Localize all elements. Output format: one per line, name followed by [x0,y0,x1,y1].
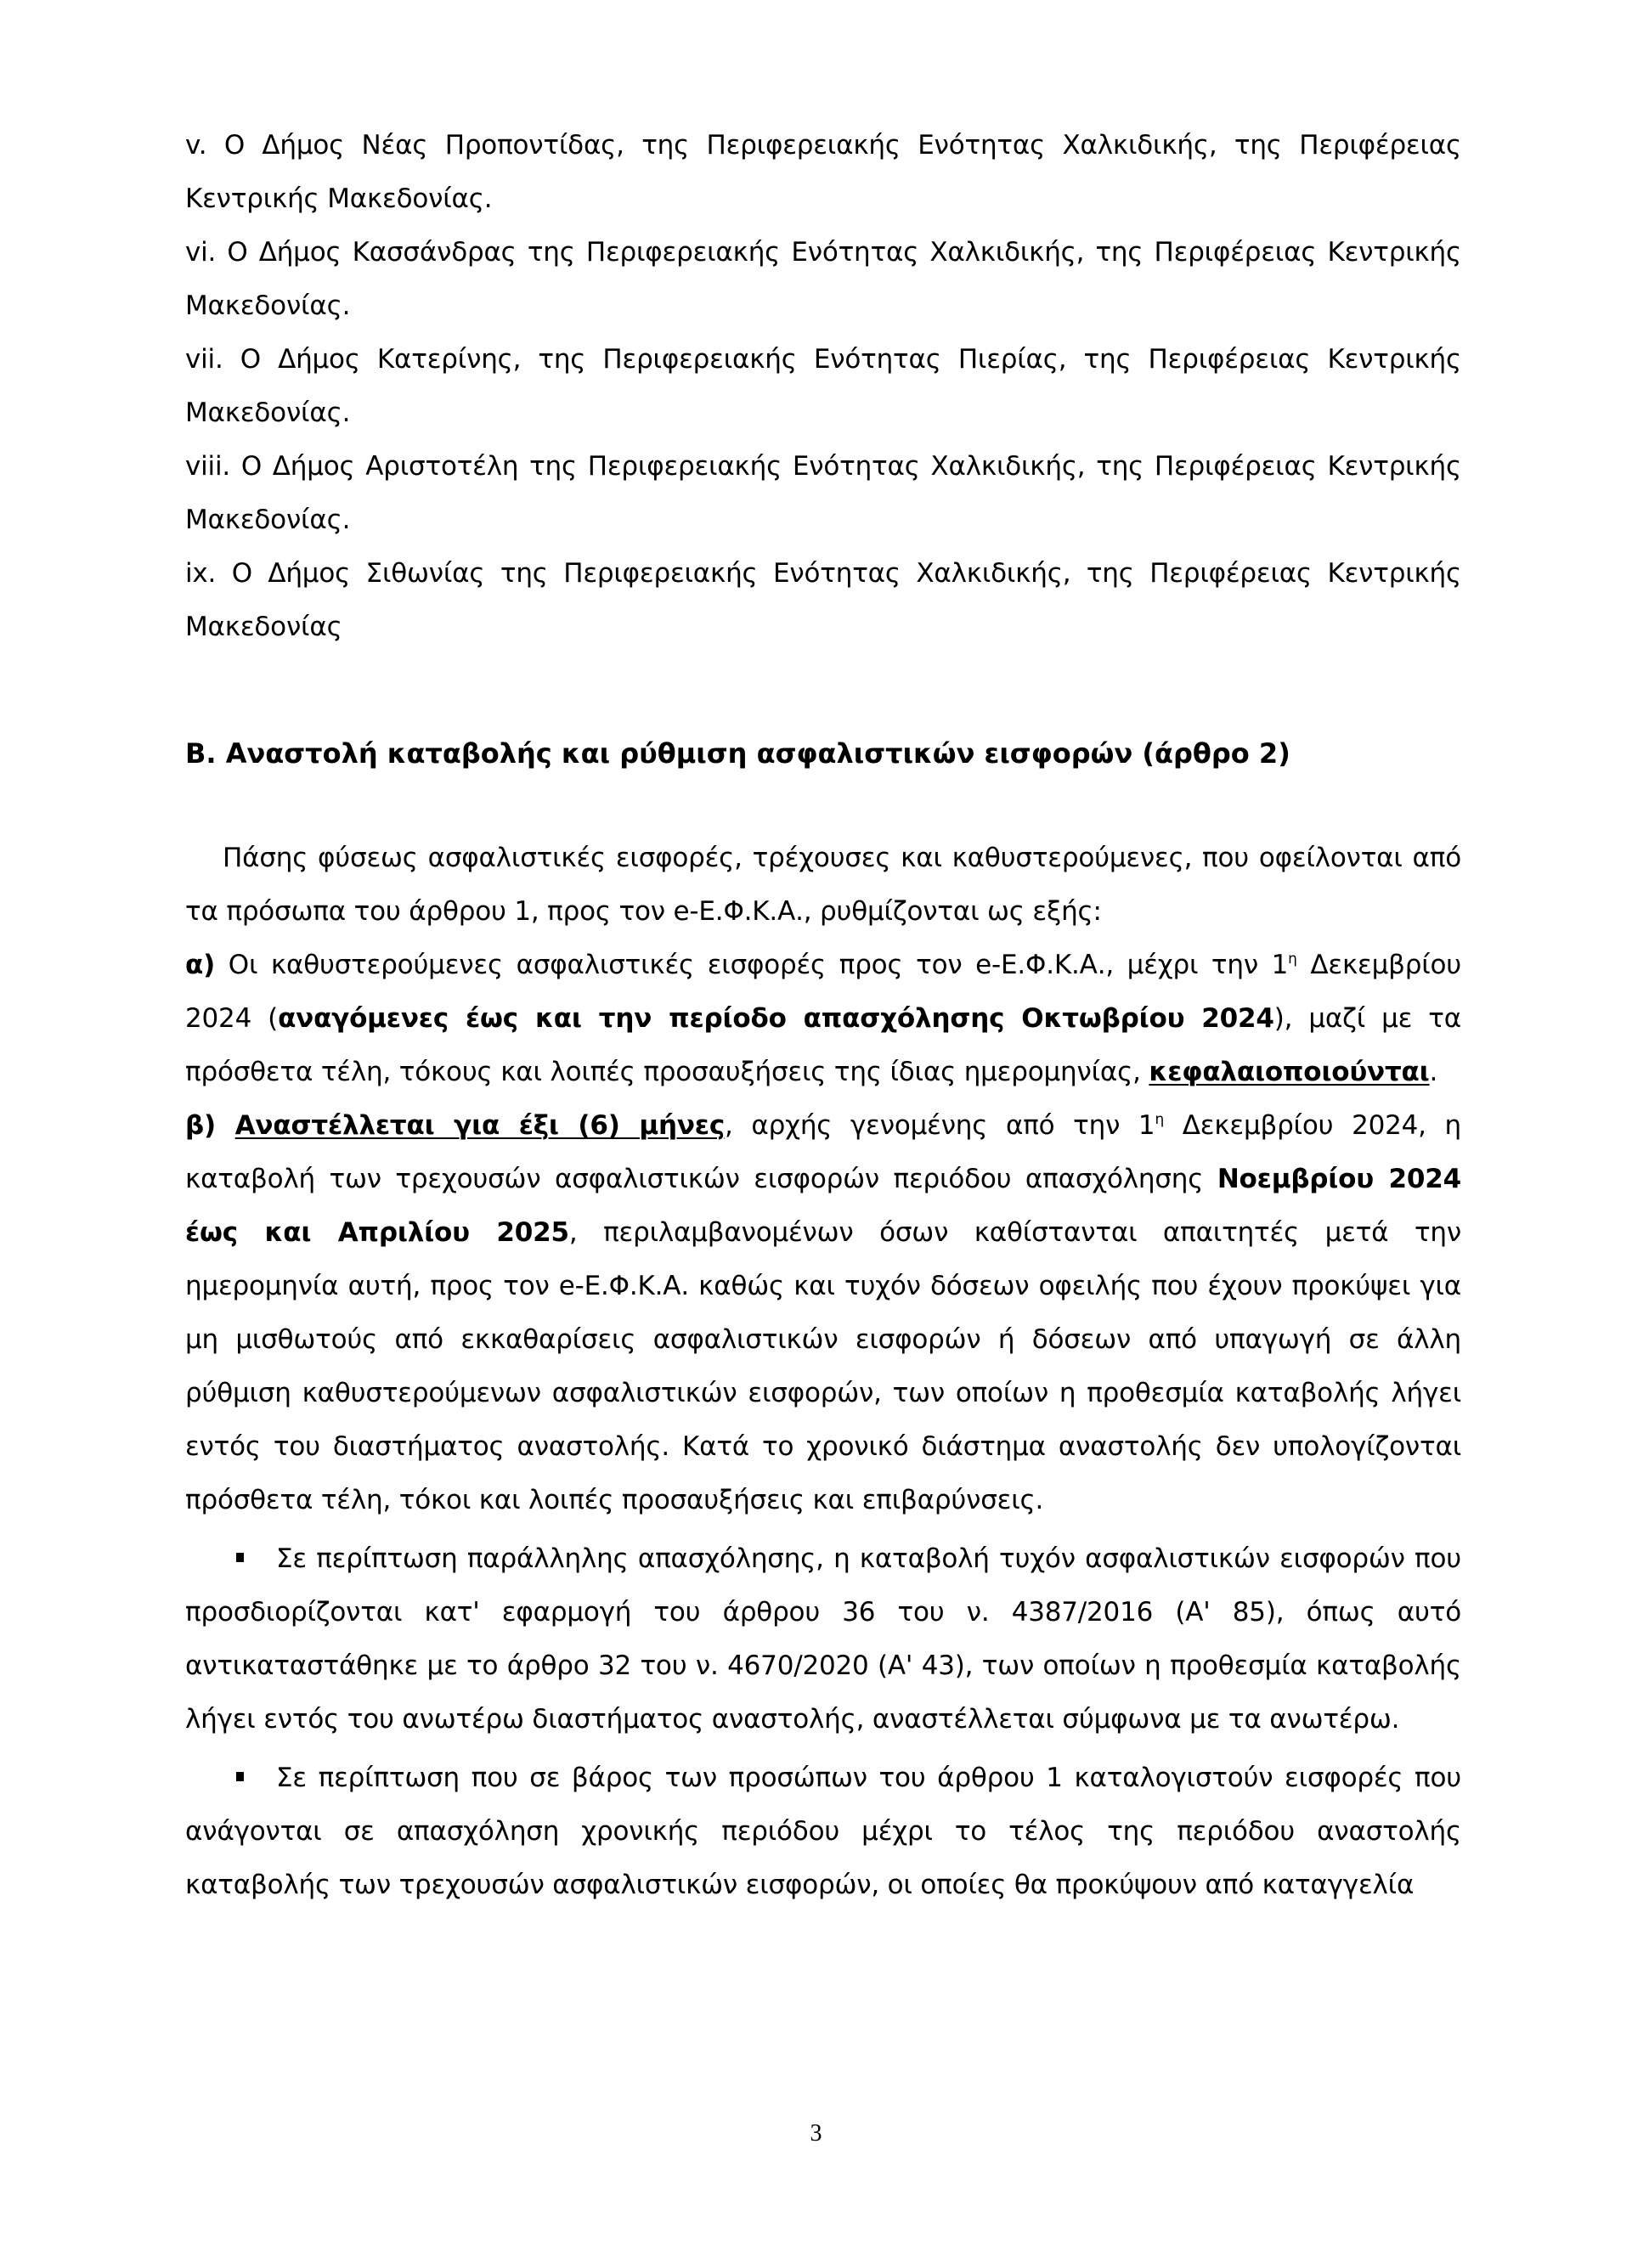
list-item-vii [185,333,1461,440]
point-b-label: β) [185,1110,235,1141]
point-a-capitalized-emphasis: κεφαλαιοποιούνται [1149,1057,1430,1087]
list-text: Ο Δήμος Κατερίνης, της Περιφερειακής Ενότητας Πιερίας, της Περιφέρειας Κεντρικής Μακεδονίας. [185,344,1461,428]
point-a-text: Οι καθυστερούμενες ασφαλιστικές εισφορές προς τον e-Ε.Φ.Κ.Α., μέχρι την 1 [215,950,1289,980]
list-numeral: vi. [185,237,217,268]
square-bullet-icon [236,1553,244,1562]
point-a-bold-period: αναγόμενες έως και την περίοδο απασχόλησης Οκτωβρίου 2024 [278,1003,1274,1034]
page-content [185,119,1461,1912]
list-item-vi [185,226,1461,333]
list-numeral: viii. [185,451,231,482]
page-number: 3 [810,2120,822,2147]
point-b-suspension-emphasis: Αναστέλλεται για έξι (6) μήνες [234,1110,726,1141]
point-a-label: α) [185,950,216,980]
point-a-text: ), μαζί με τα πρόσθετα τέλη, τόκους και λοιπές προσαυξήσεις της ίδιας ημερομηνίας, [185,1003,1461,1087]
point-a-text: Δεκεμβρίου 2024 ( [185,950,1461,1034]
list-numeral: v. [185,130,207,161]
point-a-paragraph [185,939,1461,1099]
bullet-item-parallel-employment [185,1532,1461,1746]
bullet-item-assessed-contributions [185,1752,1461,1912]
superscript-eta: η [1155,1111,1165,1128]
point-b-text: , περιλαμβανομένων όσων καθίστανται απαιτητές μετά την ημερομηνία αυτή, προς τον e-Ε.Φ.Κ.Α. καθώς και τυχόν δόσεων οφειλής που έχουν προκύψει για μη μισθωτούς από εκκαθαρίσεις ασφαλιστικών εισφορών ή δόσεων από υπαγωγή σε άλλη ρύθμιση καθυστερούμενων ασφαλιστικών εισφορών, των οποίων η προθεσμία καταβολής λήγει εντός του διαστήματος αναστολής. Κατά το χρονικό διάστημα αναστολής δεν υπολογίζονται πρόσθετα τέλη, τόκοι και λοιπές προσαυξήσεις και επιβαρύνσεις. [185,1217,1461,1515]
list-text: Ο Δήμος Σιθωνίας της Περιφερειακής Ενότητας Χαλκιδικής, της Περιφέρειας Κεντρικής Μακεδονίας [185,558,1461,642]
heading-spacer [185,781,1461,832]
list-text: Ο Δήμος Νέας Προποντίδας, της Περιφερειακής Ενότητας Χαλκιδικής, της Περιφέρειας Κεντρικής Μακεδονίας. [185,130,1461,214]
bullet-text: Σε περίπτωση παράλληλης απασχόλησης, η καταβολή τυχόν ασφαλιστικών εισφορών που προσδιορίζονται κατ' εφαρμογή του άρθρου 36 του ν. 4387/2016 (Α' 85), όπως αυτό αντικαταστάθηκε με το άρθρο 32 του ν. 4670/2020 (Α' 43), των οποίων η προθεσμία καταβολής λήγει εντός του ανωτέρω διαστήματος αναστολής, αναστέλλεται σύμφωνα με τα ανωτέρω. [185,1543,1461,1735]
superscript-eta: η [1288,951,1297,968]
list-item-ix [185,547,1461,654]
point-b-bold-period: Νοεμβρίου 2024 έως και Απριλίου 2025 [185,1164,1461,1248]
list-numeral: ix. [185,558,217,589]
list-text: Ο Δήμος Κασσάνδρας της Περιφερειακής Ενότητας Χαλκιδικής, της Περιφέρειας Κεντρικής Μακεδονίας. [185,237,1461,321]
list-item-viii [185,440,1461,547]
point-a-text: . [1429,1057,1438,1087]
point-b-text: , αρχής γενομένης από την 1 [725,1110,1155,1141]
list-text: Ο Δήμος Αριστοτέλη της Περιφερειακής Ενότητας Χαλκιδικής, της Περιφέρειας Κεντρικής Μακεδονίας. [185,451,1461,535]
bullet-text: Σε περίπτωση που σε βάρος των προσώπων του άρθρου 1 καταλογιστούν εισφορές που ανάγονται σε απασχόληση χρονικής περιόδου μέχρι το τέλος της περιόδου αναστολής καταβολής των τρεχουσών ασφαλιστικών εισφορών, οι οποίες θα προκύψουν από καταγγελία [185,1763,1461,1900]
square-bullet-icon [236,1772,244,1781]
list-item-v [185,119,1461,226]
list-numeral: vii. [185,344,223,375]
point-b-paragraph [185,1099,1461,1527]
intro-paragraph: Πάσης φύσεως ασφαλιστικές εισφορές, τρέχουσες και καθυστερούμενες, που οφείλονται από τα πρόσωπα του άρθρου 1, προς τον e-Ε.Φ.Κ.Α., ρυθμίζονται ως εξής: [185,843,1461,927]
section-spacer [185,654,1461,727]
point-b-text: Δεκεμβρίου 2024, η καταβολή των τρεχουσών ασφαλιστικών εισφορών περιόδου απασχόλησης [185,1110,1462,1194]
section-heading: Β. Αναστολή καταβολής και ρύθμιση ασφαλιστικών εισφορών (άρθρο 2) [185,737,1290,770]
